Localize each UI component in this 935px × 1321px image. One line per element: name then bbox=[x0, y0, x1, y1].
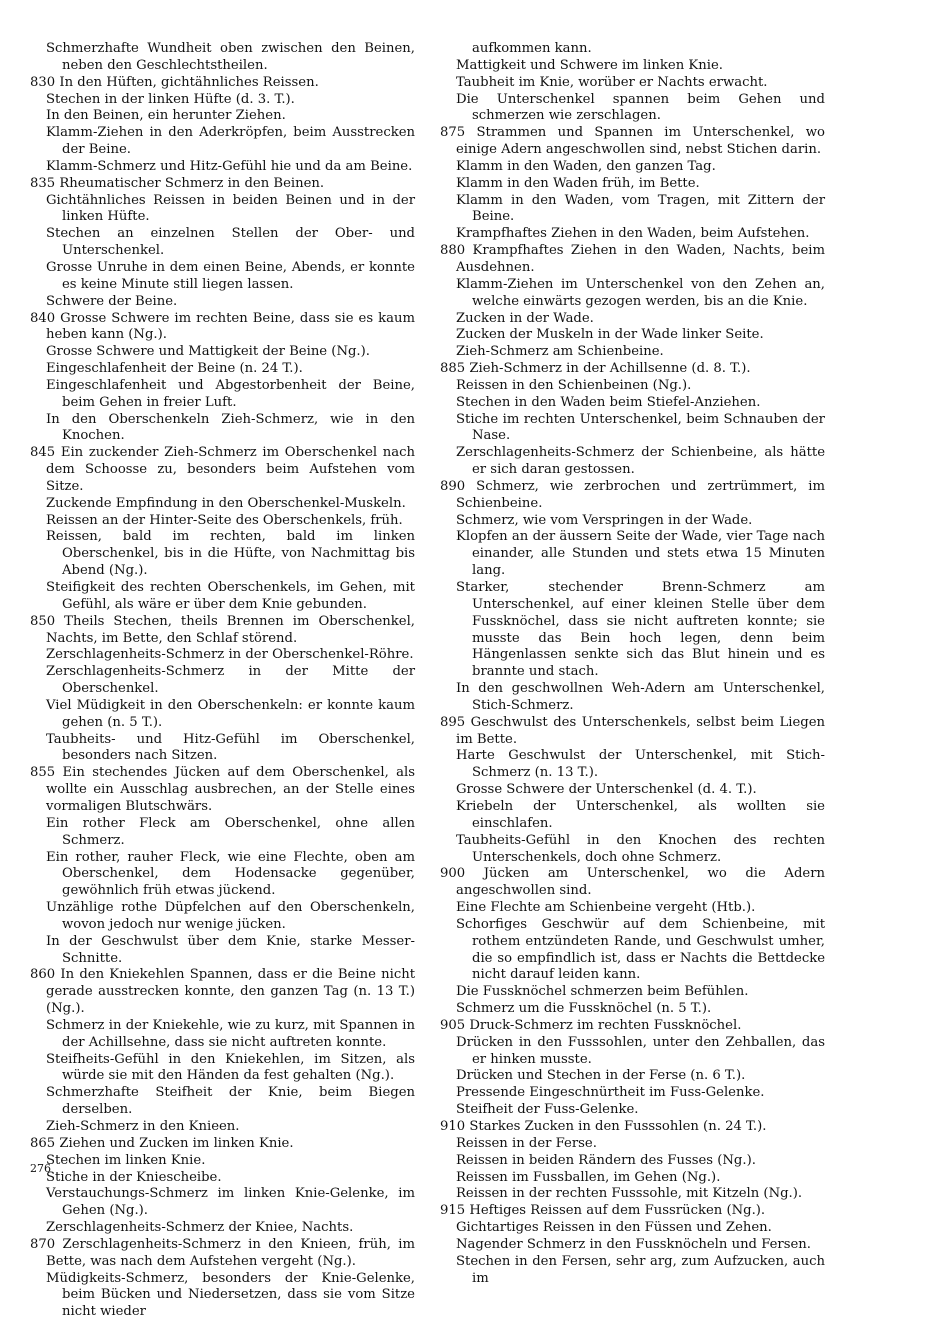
symptom-entry: Zuckende Empfindung in den Oberschenkel-Muskeln. bbox=[46, 495, 406, 511]
symptom-entry: Die Fussknöchel schmerzen beim Befühlen. bbox=[456, 984, 749, 1000]
symptom-entry: Krampfhaftes Ziehen in den Waden, beim Aufstehen. bbox=[456, 226, 810, 242]
symptom-entry: Schmerz um die Fussknöchel (n. 5 T.). bbox=[456, 1001, 712, 1017]
symptom-entry: 835 Rheumatischer Schmerz in den Beinen. bbox=[30, 175, 325, 191]
symptom-entry: Stechen in den Waden beim Stiefel-Anziehen. bbox=[456, 394, 761, 410]
symptom-entry: Starker, stechender Brenn-Schmerz am Unterschenkel, auf einer kleinen Stelle über dem Fussknöchel, dass sie nicht auftreten konnte; sie musste das Bein hoch legen, denn beim Hängenlassen senkte sich das Blut hinein und es brannte und stach. bbox=[456, 580, 825, 680]
symptom-entry: In der Geschwulst über dem Knie, starke Messer-Schnitte. bbox=[46, 933, 415, 966]
symptom-entry: Harte Geschwulst der Unterschenkel, mit Stich-Schmerz (n. 13 T.). bbox=[456, 748, 825, 781]
symptom-entry: Zucken in der Wade. bbox=[456, 310, 594, 326]
symptom-entry: 860 In den Kniekehlen Spannen, dass er die Beine nicht gerade ausstrecken konnte, den ganzen Tag (n. 13 T.) (Ng.). bbox=[30, 967, 415, 1017]
symptom-entry: Gichtähnliches Reissen in beiden Beinen und in der linken Hüfte. bbox=[46, 192, 415, 225]
symptom-entry: Klopfen an der äussern Seite der Wade, vier Tage nach einander, alle Stunden und stets etwa 15 Minuten lang. bbox=[456, 529, 825, 579]
symptom-entry: Grosse Schwere und Mattigkeit der Beine (Ng.). bbox=[46, 344, 370, 360]
symptom-entry: Klamm-Schmerz und Hitz-Gefühl hie und da am Beine. bbox=[46, 158, 413, 174]
symptom-entry: Schorfiges Geschwür auf dem Schienbeine, mit rothem entzündeten Rande, und Geschwulst umher, die so empfindlich ist, dass er Nachts die Bettdecke nicht darauf leiden kann. bbox=[456, 916, 825, 983]
symptom-entry: Gichtartiges Reissen in den Füssen und Zehen. bbox=[456, 1220, 772, 1236]
symptom-entry: Taubheit im Knie, worüber er Nachts erwacht. bbox=[456, 74, 768, 90]
symptom-entry: Reissen an der Hinter-Seite des Oberschenkels, früh. bbox=[46, 512, 403, 528]
symptom-entry: Reissen in der rechten Fusssohle, mit Kitzeln (Ng.). bbox=[456, 1186, 803, 1202]
symptom-entry: 900 Jücken am Unterschenkel, wo die Adern angeschwollen sind. bbox=[440, 866, 825, 899]
symptom-entry: Schwere der Beine. bbox=[46, 293, 178, 309]
symptom-entry: Drücken in den Fusssohlen, unter den Zehballen, das er hinken musste. bbox=[456, 1034, 825, 1067]
symptom-entry: 880 Krampfhaftes Ziehen in den Waden, Nachts, beim Ausdehnen. bbox=[440, 243, 825, 275]
symptom-entry: Klamm in den Waden, den ganzen Tag. bbox=[456, 158, 716, 174]
symptom-entry: Schmerz, wie vom Verspringen in der Wade. bbox=[456, 512, 753, 528]
symptom-entry: Eine Flechte am Schienbeine vergeht (Htb.). bbox=[456, 900, 756, 916]
symptom-entry: Steifheit der Fuss-Gelenke. bbox=[456, 1102, 639, 1118]
symptom-entry: 910 Starkes Zucken in den Fusssohlen (n. 24 T.). bbox=[440, 1119, 767, 1134]
symptom-entry: aufkommen kann. bbox=[472, 41, 592, 56]
page-number: 276 bbox=[30, 1162, 51, 1175]
symptom-entry: Ein rother Fleck am Oberschenkel, ohne allen Schmerz. bbox=[46, 815, 415, 848]
symptom-entry: 870 Zerschlagenheits-Schmerz in den Knieen, früh, im Bette, was nach dem Aufstehen vergeht (Ng.). bbox=[30, 1236, 415, 1269]
symptom-entry: In den Oberschenkeln Zieh-Schmerz, wie in den Knochen. bbox=[46, 411, 415, 444]
symptom-entry: Mattigkeit und Schwere im linken Knie. bbox=[456, 57, 723, 73]
symptom-entry: Schmerz in der Kniekehle, wie zu kurz, mit Spannen in der Achillsehne, dass sie nicht auftreten konnte. bbox=[46, 1017, 415, 1050]
symptom-entry: Kriebeln der Unterschenkel, als wollten sie einschlafen. bbox=[456, 798, 825, 831]
symptom-entry: Zieh-Schmerz in den Knieen. bbox=[46, 1119, 240, 1134]
symptom-entry: Taubheits- und Hitz-Gefühl im Oberschenkel, besonders nach Sitzen. bbox=[46, 731, 415, 764]
symptom-entry: Klamm in den Waden, vom Tragen, mit Zittern der Beine. bbox=[456, 192, 825, 225]
symptom-entry: 850 Theils Stechen, theils Brennen im Oberschenkel, Nachts, im Bette, den Schlaf störend. bbox=[30, 613, 415, 646]
symptom-entry: In den Beinen, ein herunter Ziehen. bbox=[46, 108, 286, 124]
symptom-entry: Grosse Schwere der Unterschenkel (d. 4. T.). bbox=[456, 782, 757, 798]
symptom-entry: Nagender Schmerz in den Fussknöcheln und Fersen. bbox=[456, 1236, 811, 1252]
symptom-entry: Klamm-Ziehen in den Aderkröpfen, beim Ausstrecken der Beine. bbox=[46, 125, 415, 158]
symptom-entry: 905 Druck-Schmerz im rechten Fussknöchel. bbox=[440, 1017, 742, 1033]
symptom-entry: 840 Grosse Schwere im rechten Beine, dass sie es kaum heben kann (Ng.). bbox=[30, 310, 415, 343]
symptom-entry: Reissen, bald im rechten, bald im linken Oberschenkel, bis in die Hüfte, von Nachmittag bis Abend (Ng.). bbox=[46, 529, 415, 579]
symptom-entry: 865 Ziehen und Zucken im linken Knie. bbox=[30, 1135, 294, 1151]
symptom-entry: Zieh-Schmerz am Schienbeine. bbox=[456, 344, 664, 360]
symptom-entry: Zerschlagenheits-Schmerz der Schienbeine, als hätte er sich daran gestossen. bbox=[456, 445, 825, 478]
symptom-entry: Klamm-Ziehen im Unterschenkel von den Zehen an, welche einwärts gezogen werden, bis an die Knie. bbox=[456, 276, 825, 309]
symptom-entry: Stechen an einzelnen Stellen der Ober- und Unterschenkel. bbox=[46, 226, 415, 259]
symptom-entry: Zerschlagenheits-Schmerz der Kniee, Nachts. bbox=[46, 1220, 354, 1236]
symptom-entry: Stechen in der linken Hüfte (d. 3. T.). bbox=[46, 91, 295, 107]
symptom-entry: 915 Heftiges Reissen auf dem Fussrücken (Ng.). bbox=[440, 1203, 766, 1219]
symptom-entry: Drücken und Stechen in der Ferse (n. 6 T.). bbox=[456, 1068, 746, 1084]
symptom-entry: 895 Geschwulst des Unterschenkels, selbst beim Liegen im Bette. bbox=[440, 714, 825, 747]
symptom-entry: Müdigkeits-Schmerz, besonders der Knie-Gelenke, beim Bücken und Niedersetzen, dass sie vom Sitze nicht wieder bbox=[46, 1270, 415, 1320]
symptom-entry: 875 Strammen und Spannen im Unterschenkel, wo einige Adern angeschwollen sind, nebst Stichen darin. bbox=[440, 125, 825, 158]
symptom-entry: Stechen im linken Knie. bbox=[46, 1152, 206, 1168]
symptom-entry: Die Unterschenkel spannen beim Gehen und schmerzen wie zerschlagen. bbox=[456, 91, 825, 124]
symptom-entry: Reissen im Fussballen, im Gehen (Ng.). bbox=[456, 1169, 721, 1185]
symptom-entry: Reissen in beiden Rändern des Fusses (Ng.). bbox=[456, 1152, 756, 1168]
symptom-entry: Eingeschlafenheit der Beine (n. 24 T.). bbox=[46, 361, 303, 377]
symptom-entry: 855 Ein stechendes Jücken auf dem Oberschenkel, als wollte ein Ausschlag ausbrechen, an der Stelle eines vormaligen Blutschwärs. bbox=[30, 765, 415, 814]
symptom-entry: Klamm in den Waden früh, im Bette. bbox=[456, 175, 700, 191]
symptom-entry: Eingeschlafenheit und Abgestorbenheit der Beine, beim Gehen in freier Luft. bbox=[46, 377, 415, 410]
symptom-entry: Taubheits-Gefühl in den Knochen des rechten Unterschenkels, doch ohne Schmerz. bbox=[456, 832, 825, 865]
symptom-entry: Zerschlagenheits-Schmerz in der Oberschenkel-Röhre. bbox=[46, 647, 414, 663]
symptom-entry: Ein rother, rauher Fleck, wie eine Flechte, oben am Oberschenkel, dem Hodensacke gegenüber, gewöhnlich früh etwas jückend. bbox=[46, 849, 415, 899]
symptom-entry: Pressende Eingeschnürtheit im Fuss-Gelenke. bbox=[456, 1085, 765, 1101]
symptom-entry: 885 Zieh-Schmerz in der Achillsenne (d. 8. T.). bbox=[440, 361, 751, 377]
symptom-entry: 845 Ein zuckender Zieh-Schmerz im Oberschenkel nach dem Schoosse zu, besonders beim Aufstehen vom Sitze. bbox=[30, 445, 415, 494]
symptom-entry: Grosse Unruhe in dem einen Beine, Abends, er konnte es keine Minute still liegen lassen. bbox=[46, 259, 415, 292]
right-column bbox=[440, 41, 825, 1287]
symptom-entry: Steifigkeit des rechten Oberschenkels, im Gehen, mit Gefühl, als wäre er über dem Knie gebunden. bbox=[46, 580, 415, 612]
symptom-entry: Steifheits-Gefühl in den Kniekehlen, im Sitzen, als würde sie mit den Händen da fest gehalten (Ng.). bbox=[46, 1051, 415, 1084]
symptom-entry: Stiche in der Kniescheibe. bbox=[46, 1169, 222, 1185]
symptom-entry: Zerschlagenheits-Schmerz in der Mitte der Oberschenkel. bbox=[46, 664, 415, 697]
symptom-entry: Viel Müdigkeit in den Oberschenkeln: er konnte kaum gehen (n. 5 T.). bbox=[46, 697, 415, 730]
symptom-entry: Stiche im rechten Unterschenkel, beim Schnauben der Nase. bbox=[456, 411, 825, 444]
symptom-entry: Schmerzhafte Wundheit oben zwischen den Beinen, neben den Geschlechtstheilen. bbox=[46, 41, 415, 73]
symptom-entry: 890 Schmerz, wie zerbrochen und zertrümmert, im Schienbeine. bbox=[440, 478, 825, 511]
symptom-entry: Verstauchungs-Schmerz im linken Knie-Gelenke, im Gehen (Ng.). bbox=[46, 1186, 415, 1219]
symptom-entry: In den geschwollnen Weh-Adern am Unterschenkel, Stich-Schmerz. bbox=[456, 681, 825, 713]
symptom-entry: Schmerzhafte Steifheit der Knie, beim Biegen derselben. bbox=[46, 1085, 415, 1118]
symptom-entry: Stechen in den Fersen, sehr arg, zum Aufzucken, auch im bbox=[456, 1253, 825, 1286]
symptom-entry: Unzählige rothe Düpfelchen auf den Oberschenkeln, wovon jedoch nur wenige jücken. bbox=[46, 900, 415, 932]
symptom-entry: Reissen in der Ferse. bbox=[456, 1135, 597, 1151]
symptom-entry: Reissen in den Schienbeinen (Ng.). bbox=[456, 377, 692, 393]
symptom-entry: Zucken der Muskeln in der Wade linker Seite. bbox=[456, 327, 764, 343]
symptom-entry: 830 In den Hüften, gichtähnliches Reissen. bbox=[30, 74, 319, 90]
left-column bbox=[30, 41, 415, 1321]
